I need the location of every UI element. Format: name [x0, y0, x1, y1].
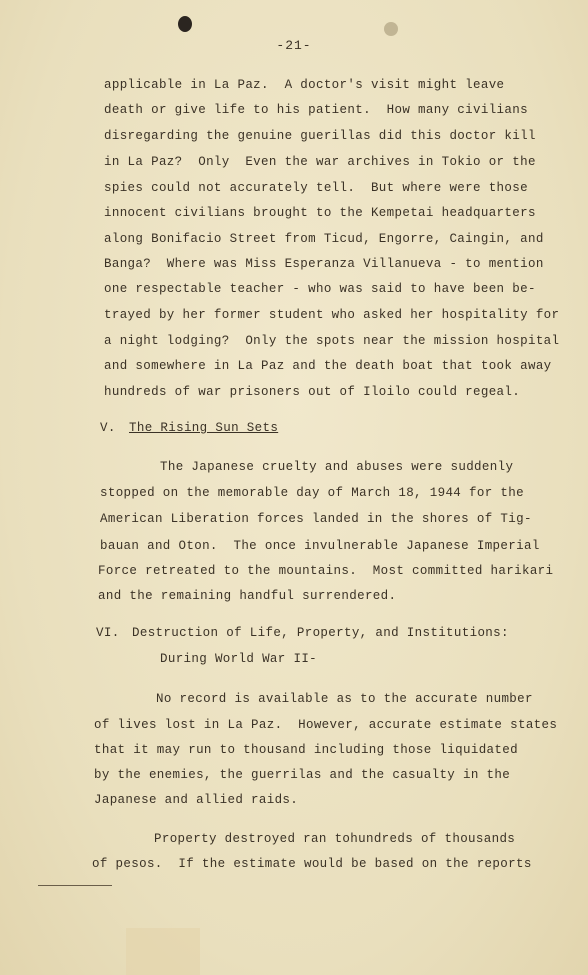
text-line: No record is available as to the accurate number [156, 692, 533, 706]
text-line: hundreds of war prisoners out of Iloilo could regeal. [104, 385, 521, 399]
text-line: bauan and Oton. The once invulnerable Japanese Imperial [100, 539, 540, 553]
text-line: and somewhere in La Paz and the death boat that took away [104, 359, 552, 373]
text-line: of pesos. If the estimate would be based on the reports [92, 857, 532, 871]
text-line: innocent civilians brought to the Kempetai headquarters [104, 206, 536, 220]
text-line: Property destroyed ran tohundreds of thousands [154, 832, 516, 846]
text-line: stopped on the memorable day of March 18, 1944 for the [100, 486, 524, 500]
punch-hole [384, 22, 398, 36]
text-line: Force retreated to the mountains. Most committed harikari [98, 564, 554, 578]
punch-hole [178, 16, 192, 32]
footnote-rule [38, 885, 112, 886]
text-line: American Liberation forces landed in the shores of Tig- [100, 512, 532, 526]
text-line: Japanese and allied raids. [94, 793, 299, 807]
text-line: that it may run to thousand including those liquidated [94, 743, 518, 757]
section-v-title: The Rising Sun Sets [129, 421, 279, 435]
text-line: trayed by her former student who asked her hospitality for [104, 308, 560, 322]
text-line: along Bonifacio Street from Ticud, Engorre, Caingin, and [104, 232, 544, 246]
text-line: and the remaining handful surrendered. [98, 589, 397, 603]
page-number: -21- [276, 38, 312, 53]
text-line: Banga? Where was Miss Esperanza Villanueva - to mention [104, 257, 544, 271]
text-line: one respectable teacher - who was said to have been be- [104, 282, 536, 296]
text-line: in La Paz? Only Even the war archives in Tokio or the [104, 155, 536, 169]
paper-smudge [126, 928, 200, 975]
text-line: The Japanese cruelty and abuses were suddenly [160, 460, 514, 474]
text-line: of lives lost in La Paz. However, accurate estimate states [94, 718, 558, 732]
text-line: by the enemies, the guerrilas and the casualty in the [94, 768, 511, 782]
text-line: disregarding the genuine guerillas did this doctor kill [104, 129, 536, 143]
text-line: spies could not accurately tell. But where were those [104, 181, 528, 195]
section-vi-number: VI. [96, 626, 120, 640]
text-line: a night lodging? Only the spots near the mission hospital [104, 334, 560, 348]
section-v-number: V. [100, 421, 116, 435]
section-vi-title: Destruction of Life, Property, and Institutions: [132, 626, 509, 640]
text-line: applicable in La Paz. A doctor's visit might leave [104, 78, 505, 92]
section-vi-subtitle: During World War II- [160, 652, 318, 666]
text-line: death or give life to his patient. How many civilians [104, 103, 528, 117]
